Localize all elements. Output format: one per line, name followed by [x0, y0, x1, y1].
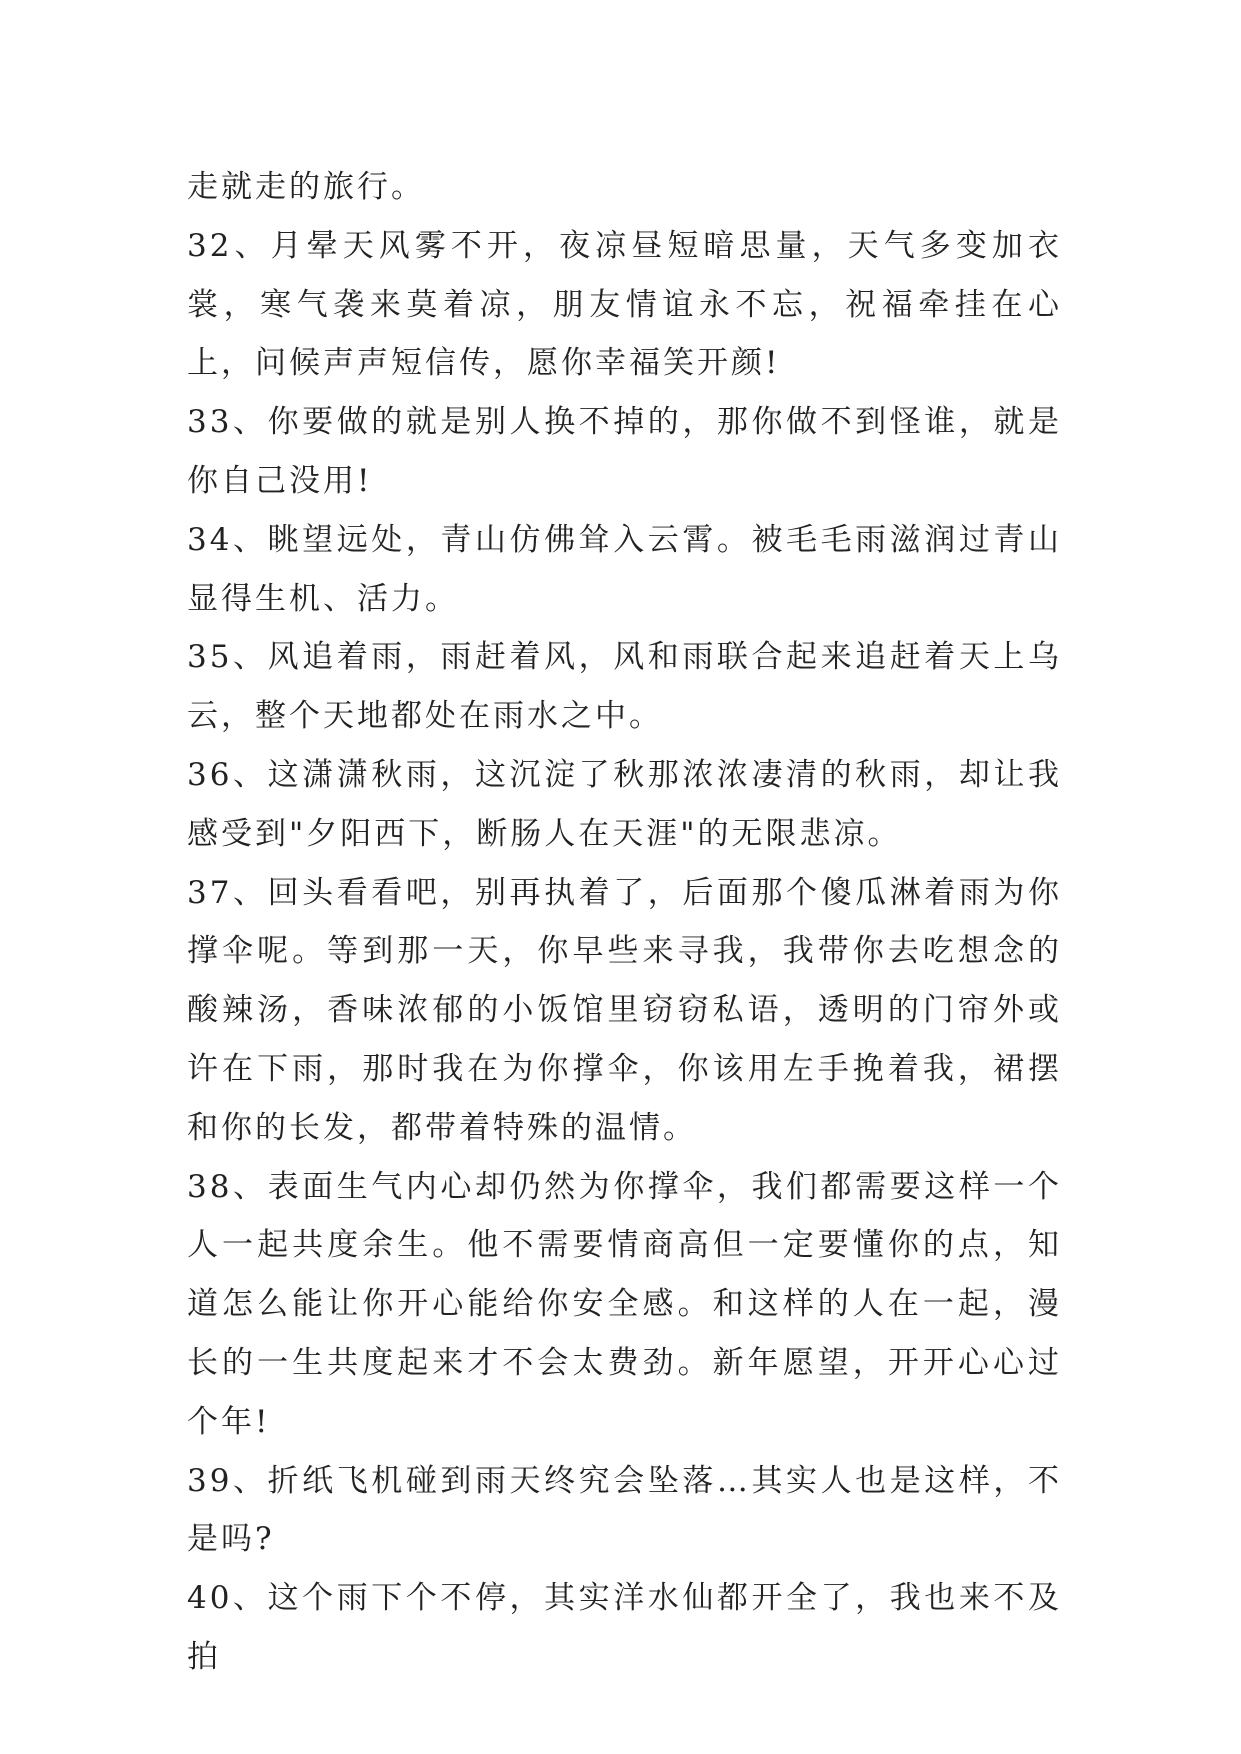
paragraph-39: 39、折纸飞机碰到雨天终究会坠落…其实人也是这样，不是吗?: [187, 1462, 1062, 1558]
paragraph-38: 38、表面生气内心却仍然为你撑伞，我们都需要这样一个人一起共度余生。他不需要情商高但一定要懂你的点，知道怎么能让你开心能给你安全感。和这样的人在一起，漫长的一生共度起来才不会太费劲。新年愿望，开开心心过个年!: [187, 1168, 1062, 1440]
paragraph-35: 35、风追着雨，雨赶着风，风和雨联合起来追赶着天上乌云，整个天地都处在雨水之中。: [187, 639, 1062, 735]
paragraph-36: 36、这潇潇秋雨，这沉淀了秋那浓浓凄清的秋雨，却让我感受到"夕阳西下，断肠人在天涯"的无限悲凉。: [187, 756, 1062, 852]
paragraph-37: 37、回头看看吧，别再执着了，后面那个傻瓜淋着雨为你撑伞呢。等到那一天，你早些来寻我，我带你去吃想念的酸辣汤，香味浓郁的小饭馆里窃窃私语，透明的门帘外或许在下雨，那时我在为你撑伞，你该用左手挽着我，裙摆和你的长发，都带着特殊的温情。: [187, 874, 1062, 1146]
document-body: [187, 158, 1062, 1687]
paragraph-32: 32、月晕天风雾不开，夜凉昼短暗思量，天气多变加衣裳，寒气袭来莫着凉，朋友情谊永不忘，祝福牵挂在心上，问候声声短信传，愿你幸福笑开颜!: [187, 227, 1062, 382]
paragraph-40: 40、这个雨下个不停，其实洋水仙都开全了，我也来不及拍: [187, 1580, 1062, 1675]
paragraph-33: 33、你要做的就是别人换不掉的，那你做不到怪谁，就是你自己没用!: [187, 404, 1062, 499]
paragraph-34: 34、眺望远处，青山仿佛耸入云霄。被毛毛雨滋润过青山显得生机、活力。: [187, 521, 1062, 617]
paragraph-continuation: 走就走的旅行。: [187, 169, 425, 205]
